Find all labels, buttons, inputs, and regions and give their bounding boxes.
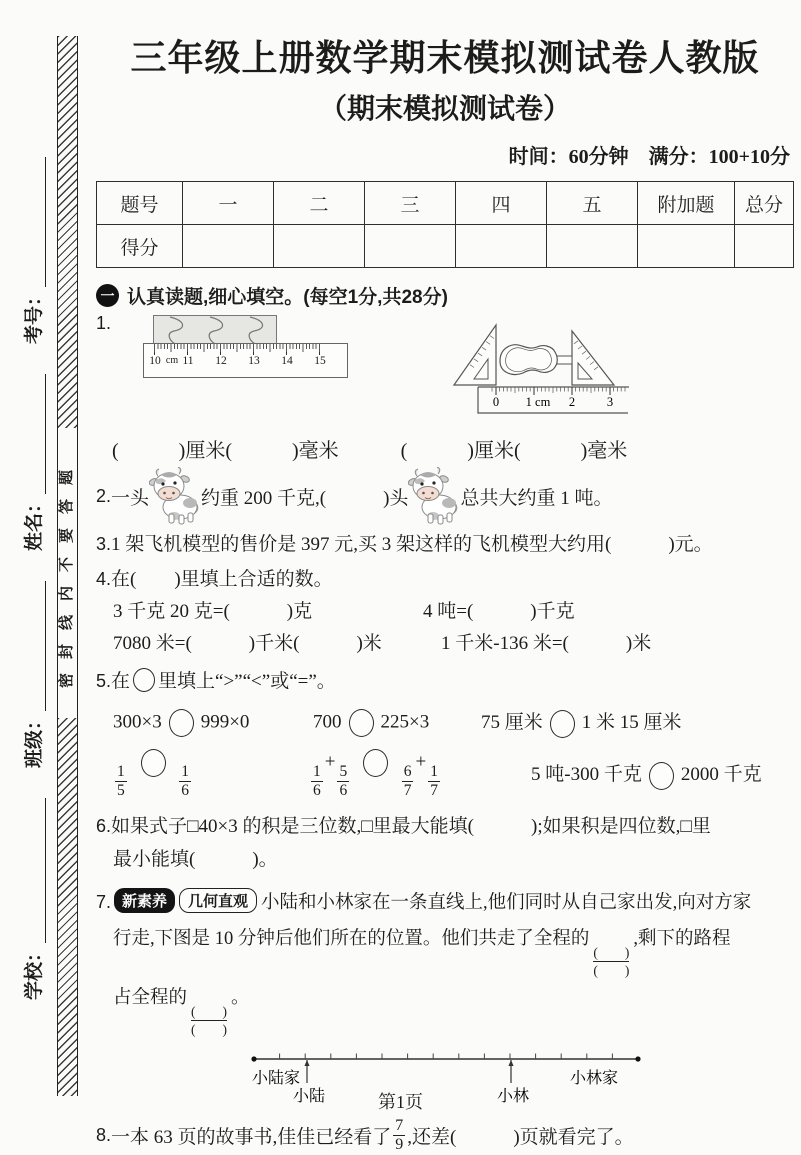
ruler-tick-label: 14: [281, 355, 293, 367]
xiaolin-label: 小林: [496, 1087, 530, 1105]
q7-line-3a: 占全程的: [113, 987, 188, 1008]
fraction: $\frac{5}{6}$: [339, 763, 348, 800]
page-title: 三年级上册数学期末模拟测试卷人教版: [130, 38, 760, 78]
question-7-number: 7.: [96, 891, 112, 912]
set-square-gourd-image: [448, 315, 633, 417]
q6-line-1: 如果式子□40×3 的积是三位数,□里最大能填( );如果积是四位数,□里: [111, 816, 711, 837]
ruler-tick-label: 11: [182, 355, 194, 367]
score-header-cell: 四: [456, 182, 547, 225]
ruler2-tick-label: 0: [492, 395, 500, 409]
q5-compare-item: [309, 749, 531, 800]
q5-right-value: 1 米 15 厘米: [581, 712, 682, 734]
ruler-tick-label: 10: [149, 355, 161, 367]
q2-text-1: 一头: [111, 487, 150, 509]
score-cell-empty: [735, 225, 794, 268]
score-row-label: 得分: [97, 225, 183, 268]
fraction: $\frac{1}{5}$: [117, 763, 125, 800]
compare-circle-icon: [141, 749, 166, 777]
fraction-blank: ( ) ( ): [191, 1003, 228, 1038]
question-8-number: 8.: [96, 1125, 112, 1146]
name-blank-line: [25, 374, 46, 494]
fraction-blank: ( ) ( ): [593, 944, 630, 979]
score-header-cell: 题号: [97, 182, 183, 225]
q4-item: 4 吨=( )千克: [423, 601, 575, 622]
compare-circle-icon: [349, 709, 374, 737]
seal-text-box: [58, 428, 77, 716]
new-literacy-badge: 新素养: [114, 888, 175, 913]
q5-left-value: 5 吨-300 千克: [531, 764, 642, 786]
q6-line-2: 最小能填( )。: [113, 849, 278, 871]
q5-right-value: 225×3: [380, 711, 430, 733]
section-1-header: [96, 282, 794, 309]
exam-number-label: 考号：: [23, 286, 45, 344]
compare-circle-icon: [649, 762, 674, 790]
q1-answer-left: ( )厘米( )毫米: [112, 440, 339, 462]
question-6-number: 6.: [96, 816, 112, 836]
score-table-score-row: [97, 225, 794, 268]
question-6: [96, 810, 794, 877]
ruler-10-15cm: [143, 343, 348, 378]
fraction: $\frac{1}{6}$: [313, 763, 321, 800]
q8-text-2: ,还差( )页就看完了。: [407, 1127, 634, 1149]
score-header-cell: 一: [183, 182, 274, 225]
xiaolu-label: 小陆: [292, 1087, 326, 1105]
question-5: [96, 668, 794, 697]
xiaolu-home-label: 小陆家: [251, 1069, 301, 1087]
question-2-number: 2.: [96, 485, 112, 506]
question-3-number: 3.: [96, 534, 112, 554]
q3-text: 1 架飞机模型的售价是 397 元,买 3 架这样的飞机模型大约用( )元。: [111, 534, 713, 555]
question-1-number: 1.: [96, 313, 112, 333]
q5-right-value: 2000 千克: [680, 764, 762, 786]
q1-answer-right: ( )厘米( )毫米: [400, 440, 628, 462]
q4-item: 3 千克 20 克=( )克: [113, 601, 313, 622]
q2-text-3: 总共大约重 1 吨。: [460, 487, 613, 509]
compare-circle-icon: [363, 749, 388, 777]
q5-right-value: 999×0: [200, 711, 250, 733]
score-header-cell: 附加题: [638, 182, 735, 225]
page-subtitle: （期末模拟测试卷）: [318, 94, 571, 125]
q5-compare-item: [531, 759, 762, 790]
fraction: $\frac{1}{6}$: [181, 763, 189, 800]
object-curves: [154, 316, 276, 345]
score-cell-empty: [456, 225, 547, 268]
xiaolin-home-label: 小林家: [569, 1069, 619, 1087]
plus-sign: +: [324, 751, 336, 773]
compare-circle-icon: [169, 709, 194, 737]
ruler-tick-label: 12: [215, 355, 227, 367]
name-label: 姓名：: [23, 493, 45, 551]
sidebar-student-fields: [12, 0, 52, 1095]
q5-left-value: 300×3: [113, 711, 162, 733]
cow-icon: [149, 467, 201, 525]
seal-hatch-bottom: [58, 718, 77, 1096]
q4-item: 1 千米-136 米=( )米: [441, 633, 652, 655]
score-cell-empty: [274, 225, 365, 268]
q5-text-before: 在: [111, 670, 131, 692]
ruler-measure-figure: [143, 315, 353, 381]
question-4-row-2: [96, 629, 794, 658]
score-header-cell: 三: [365, 182, 456, 225]
fraction: $\frac{6}{7}$: [403, 763, 412, 800]
ruler-unit-label: cm: [165, 355, 179, 366]
measured-object-image: [153, 315, 277, 346]
fraction: $\frac{7}{9}$: [395, 1116, 404, 1154]
ruler2-tick-label: 2: [568, 395, 576, 409]
q5-compare-item: [481, 707, 682, 738]
section-1-title: 认真读题,细心填空。(每空1分,共28分): [127, 287, 448, 308]
geometric-intuition-badge: 几何直观: [179, 888, 257, 913]
ruler2-tick-label: 3: [606, 395, 614, 409]
q5-compare-item: [313, 709, 481, 737]
question-4-number: 4.: [96, 568, 112, 589]
compare-circle-icon: [550, 710, 575, 738]
question-4: [96, 566, 794, 595]
score-table: [96, 181, 794, 268]
score-cell-empty: [183, 225, 274, 268]
question-5-row-2: [96, 749, 794, 800]
question-5-row-1: [96, 707, 794, 738]
fraction: $\frac{1}{7}$: [430, 763, 438, 800]
class-label: 班级：: [23, 710, 45, 768]
q4-item: 7080 米=( )千米( )米: [113, 633, 382, 655]
question-1: [96, 313, 794, 422]
q5-compare-item: [113, 749, 309, 800]
seal-hatch-top: [58, 36, 77, 428]
q7-line-3b: 。: [231, 987, 250, 1008]
q7-line-2b: ,剩下的路程: [633, 928, 731, 949]
score-table-header-row: [97, 182, 794, 225]
exam-number-blank-line: [25, 157, 46, 287]
plus-sign: +: [415, 751, 427, 773]
question-2: [96, 467, 794, 525]
q4-text: 在( )里填上合适的数。: [111, 568, 333, 590]
exam-content: [96, 36, 794, 1155]
q2-text-2: 约重 200 千克,( )头: [201, 487, 409, 509]
q5-left-value: 75 厘米: [481, 712, 543, 734]
score-header-cell: 总分: [735, 182, 794, 225]
compare-circle-icon: [133, 668, 155, 692]
seal-binding-strip: [57, 36, 78, 1096]
ruler2-tick-label: 1 cm: [525, 395, 551, 409]
question-5-number: 5.: [96, 670, 112, 691]
school-blank-line: [25, 798, 46, 943]
score-cell-empty: [365, 225, 456, 268]
section-1-number-icon: 一: [96, 284, 119, 307]
q5-text-after: 里填上“>”“<”或“=”。: [158, 670, 336, 692]
ruler-tick-label: 15: [314, 355, 326, 367]
question-4-row-1: [96, 597, 794, 626]
q8-text-1: 一本 63 页的故事书,佳佳已经看了: [111, 1127, 392, 1149]
seal-line-text: 密封线内不要答题: [59, 456, 75, 689]
set-square-measure-figure: [448, 315, 633, 422]
question-8: [96, 1117, 794, 1155]
school-label: 学校：: [23, 942, 45, 1000]
score-header-cell: 五: [547, 182, 638, 225]
time-score-info: 时间：60分钟 满分：100+10分: [508, 146, 790, 168]
q7-line-2a: 行走,下图是 10 分钟后他们所在的位置。他们共走了全程的: [113, 928, 590, 949]
q7-line-1: 小陆和小林家在一条直线上,他们同时从自己家出发,向对方家: [261, 892, 752, 913]
q5-compare-item: [113, 709, 313, 737]
question-7: [96, 885, 794, 1039]
score-cell-empty: [547, 225, 638, 268]
question-1-answer-line: [96, 434, 794, 463]
cow-icon: [408, 467, 460, 525]
ruler-tick-label: 13: [248, 355, 260, 367]
score-cell-empty: [638, 225, 735, 268]
question-3: [96, 531, 794, 560]
class-blank-line: [25, 581, 46, 711]
score-header-cell: 二: [274, 182, 365, 225]
page-number: 第1页: [378, 1092, 423, 1112]
q5-left-value: 700: [313, 711, 342, 733]
